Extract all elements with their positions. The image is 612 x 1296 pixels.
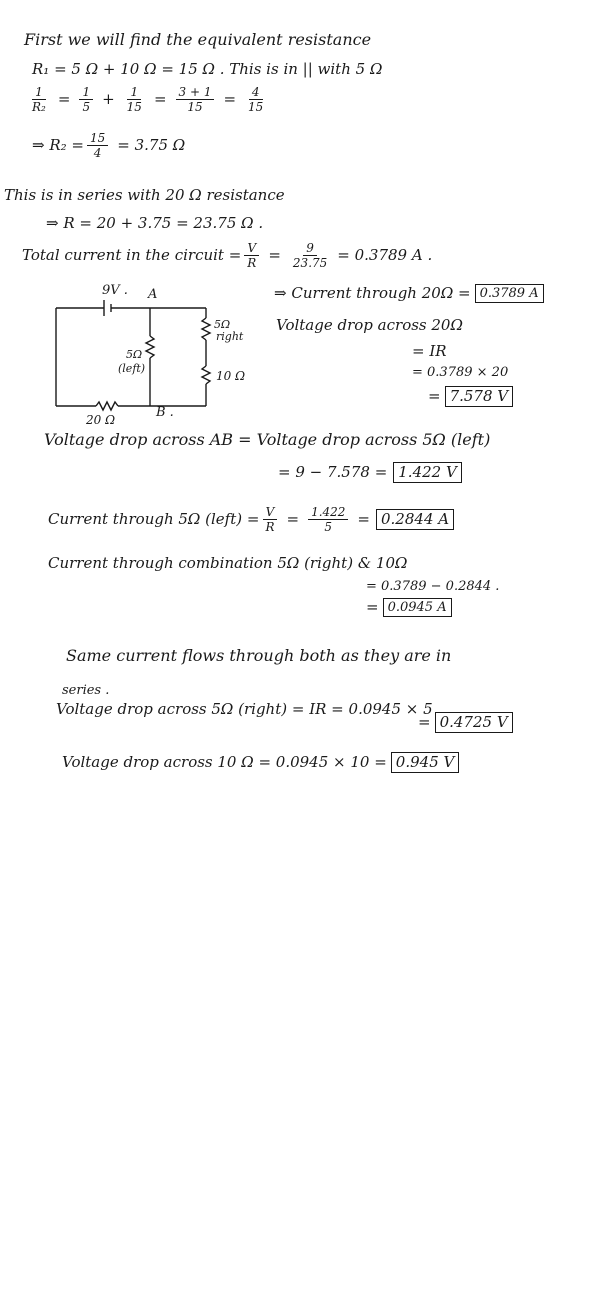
resistor-left-label: 5Ω — [126, 348, 143, 361]
numerator: 4 — [249, 86, 263, 100]
denominator: 15 — [248, 100, 264, 114]
equals-sign: = — [223, 90, 237, 108]
equals-sign: = — [286, 510, 300, 528]
numerator: 3 + 1 — [176, 86, 215, 100]
equals-sign: = — [268, 246, 281, 264]
combination-result — [366, 598, 452, 617]
equals-sign: = — [366, 598, 379, 616]
fraction — [308, 506, 348, 533]
current-20-label: ⇒ Current through 20Ω = — [274, 284, 471, 302]
vdrop-20-ir: = IR — [412, 342, 447, 360]
current-20-line — [274, 284, 544, 303]
node-a-label: A — [148, 287, 158, 302]
vdrop-5-right-answer-box: 0.4725 V — [435, 712, 513, 733]
denominator: R — [265, 520, 275, 534]
fraction — [245, 86, 266, 113]
fraction — [176, 86, 215, 113]
plus-sign: + — [102, 90, 115, 108]
fraction — [29, 86, 49, 113]
total-current-equation — [22, 242, 432, 269]
r2-result — [32, 132, 185, 159]
vdrop-5-right-result — [418, 712, 513, 733]
vdrop-10-line — [62, 752, 459, 773]
resistor-right-label: 5Ω — [214, 318, 231, 331]
resistor-left-tag: (left) — [118, 362, 146, 375]
equals-sign: = — [428, 387, 441, 405]
denominator: 5 — [324, 520, 333, 534]
resistor-right-tag: right — [216, 330, 244, 343]
fraction — [87, 132, 108, 159]
same-current-line: Same current flows through both as they are in — [66, 646, 452, 665]
numerator: 1.422 — [308, 506, 348, 520]
numerator: 15 — [87, 132, 108, 146]
reciprocal-equation — [26, 86, 269, 113]
numerator: 1 — [79, 86, 93, 100]
equals-sign: = — [357, 510, 370, 528]
current-5-left-prefix: Current through 5Ω (left) = — [48, 510, 260, 528]
vdrop-20-calc: = 0.3789 × 20 — [412, 365, 509, 380]
combination-calc: = 0.3789 − 0.2844 . — [366, 579, 500, 594]
vab-calc: = 9 − 7.578 = — [278, 463, 388, 481]
denominator: 15 — [187, 100, 203, 114]
numerator: V — [244, 242, 259, 256]
total-current-prefix: Total current in the circuit = — [22, 246, 242, 264]
current-5-left-line — [48, 506, 454, 533]
denominator: 15 — [126, 100, 142, 114]
equals-sign: = — [153, 90, 167, 108]
series-line: This is in series with 20 Ω resistance — [4, 186, 285, 204]
vdrop-10-prefix: Voltage drop across 10 Ω = 0.0945 × 10 = — [62, 753, 387, 771]
resistor-10-label: 10 Ω — [216, 369, 246, 383]
equals-sign: = — [418, 713, 431, 731]
vdrop-10-answer-box: 0.945 V — [391, 752, 460, 773]
combination-answer-box: 0.0945 A — [383, 598, 452, 617]
vab-calc-line — [278, 462, 462, 483]
numerator: 1 — [32, 86, 46, 100]
vdrop-5-right-line: Voltage drop across 5Ω (right) = IR = 0.0945 × 5 — [56, 700, 433, 718]
numerator: V — [263, 506, 278, 520]
combination-line: Current through combination 5Ω (right) & 10Ω — [48, 554, 408, 572]
equals-sign: = — [57, 90, 71, 108]
current-5-left-answer-box: 0.2844 A — [376, 509, 454, 530]
fraction — [79, 86, 93, 113]
vdrop-20-result — [428, 386, 513, 407]
r2-value: = 3.75 Ω — [117, 136, 186, 154]
current-20-answer-box: 0.3789 A — [475, 284, 544, 303]
node-b-label: B . — [156, 405, 174, 420]
vdrop-20-answer-box: 7.578 V — [445, 386, 514, 407]
total-resistance: ⇒ R = 20 + 3.75 = 23.75 Ω . — [46, 214, 264, 232]
intro-line: First we will find the equivalent resistance — [24, 30, 372, 49]
fraction — [244, 242, 259, 269]
numerator: 1 — [127, 86, 141, 100]
r1-equation: R₁ = 5 Ω + 10 Ω = 15 Ω . This is in || with 5 Ω — [32, 60, 383, 78]
fraction — [290, 242, 330, 269]
resistor-20-label: 20 Ω — [86, 413, 116, 427]
fraction — [124, 86, 145, 113]
total-current-value: = 0.3789 A . — [337, 246, 433, 264]
denominator: 5 — [82, 100, 91, 114]
denominator: 23.75 — [292, 256, 328, 270]
denominator: R — [247, 256, 257, 270]
r2-prefix: ⇒ R₂ = — [32, 136, 84, 154]
battery-label: 9V . — [102, 283, 128, 298]
vdrop-20-label: Voltage drop across 20Ω — [276, 316, 463, 334]
denominator: 4 — [93, 146, 102, 160]
vab-line: Voltage drop across AB = Voltage drop across 5Ω (left) — [44, 430, 491, 449]
series-word: series . — [62, 683, 110, 698]
circuit-diagram — [44, 276, 270, 428]
vab-answer-box: 1.422 V — [393, 462, 462, 483]
denominator: R₂ — [32, 100, 46, 114]
numerator: 9 — [303, 242, 317, 256]
fraction — [262, 506, 277, 533]
